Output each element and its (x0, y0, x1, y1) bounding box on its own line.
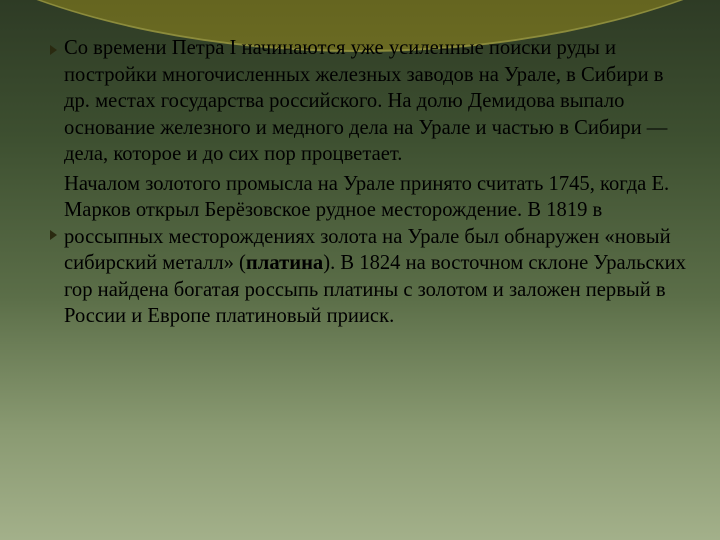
paragraph-1: Со времени Петра I начинаются уже усиленные поиски руды и постройки многочисленных железных заводов на Урале, в Сибири в др. местах государства российского. На долю Демидова выпало основание железного и медного дела на Урале и частью в Сибири — дела, которое и до сих пор процветает. (64, 37, 668, 165)
paragraph-2-bold-term: платина (245, 252, 324, 274)
bullet-icon (50, 45, 57, 55)
paragraph-2-text-start: Началом золотого промысла на Урале принято считать 1745, когда Е. Марков открыл Берёзовское рудное месторождение. В 1819 в россыпных месторождениях золота на Урале был обнаружен «новый сибирский металл» ( (64, 172, 671, 274)
paragraph-2-text-end: ). В 1824 на восточном склоне Уральских гор найдена богатая россыпь платины с золотом и заложен первый в России и Европе платиновый прииск. (64, 252, 686, 327)
slide-content (64, 35, 694, 330)
bullet-icon (50, 230, 57, 240)
paragraph-2 (64, 171, 694, 330)
